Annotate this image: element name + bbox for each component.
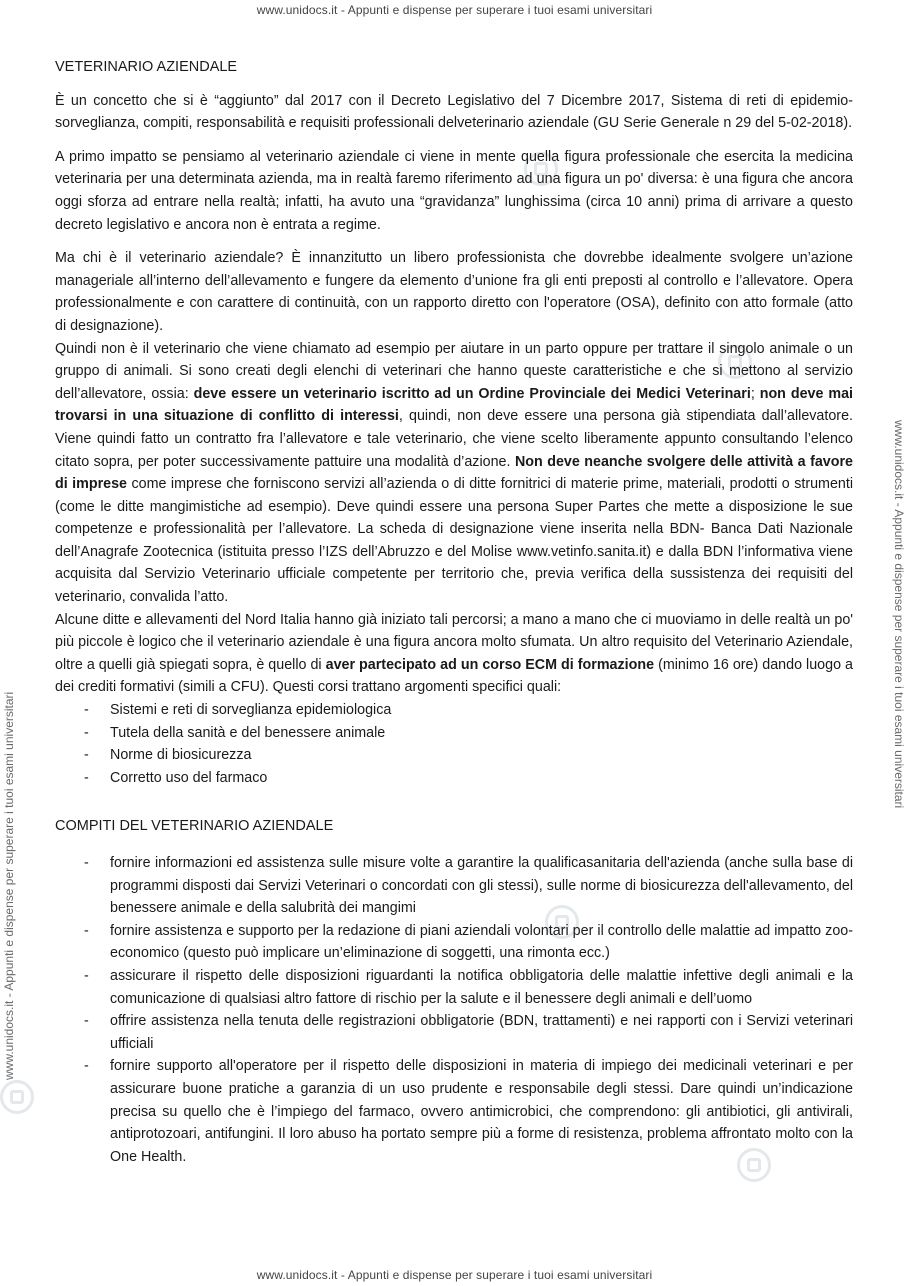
requirement-no-business-activity: Non deve neanche svolgere delle attività a favore di imprese [55, 453, 853, 493]
paragraph-text: Quindi non è il veterinario che viene chiamato ad esempio per aiutare in un parto oppure per trattare il singolo animale o un gruppo di animali. Si sono creati degli elenchi di veterinari che hanno queste caratteristiche e che si mettono al servizio dell’allevatore, ossia: [55, 340, 853, 402]
list-item: - Tutela della sanità e del benessere animale [55, 722, 853, 745]
requirement-no-conflict: non deve mai trovarsi in una situazione di conflitto di interessi [55, 385, 853, 425]
list-item: - Sistemi e reti di sorveglianza epidemiologica [55, 699, 853, 722]
requirement-ecm-course: aver partecipato ad un corso ECM di formazione [325, 656, 655, 673]
requirement-order-registration: deve essere un veterinario iscritto ad un Ordine Provinciale dei Medici Veterinari [193, 385, 751, 402]
list-item: - Corretto uso del farmaco [55, 767, 853, 790]
right-side-watermark: www.unidocs.it - Appunti e dispense per superare i tuoi esami universitari [892, 420, 906, 809]
paragraph-text: ; [750, 385, 760, 402]
header-watermark: www.unidocs.it - Appunti e dispense per superare i tuoi esami universitari [256, 3, 653, 17]
list-item: - fornire supporto all'operatore per il rispetto delle disposizioni in materia di impiego dei medicinali veterinari e per assicurare buone pratiche a garanzia di un uso prudente e responsabile degli stessi. Dare quindi un’indicazione precisa su quello che è l’impiego del farmaco, ovvero antimicrobici, che comprendono: gli antibiotici, gli antivirali, antiprotozoari, antifungini. Il loro abuso ha portato sempre più a forme di resistenza, problema affrontato molto con la One Health. [55, 1055, 853, 1168]
paragraph-who-is: Ma chi è il veterinario aziendale? È innanzitutto un libero professionista che dovrebbe idealmente svolgere un’azione manageriale all’interno dell’allevamento e fungere da elemento d’unione fra gli enti preposti al controllo e l’allevatore. Opera professionalmente e con carattere di continuità, con un rapporto diretto con l'operatore (OSA), definito con atto formale (atto di designazione). [55, 250, 853, 334]
paragraph-text: come imprese che forniscono servizi all’azienda o di ditte fornitrici di materie prime, materiali, prodotti o strumenti (come le ditte mangimistiche ad esempio). Deve quindi essere una persona Super Partes che mette a disposizione le sue competenze e professionalità per l’allevatore. La scheda di designazione viene inserita nella BDN- Banca Dati Nazionale dell’Anagrafe Zootecnica (istituita presso l’IZS dell’Abruzzo e del Molise www.vetinfo.sanita.it) e dalla BDN l’informativa viene acquisita dal Servizio Veterinario ufficiale competente per territorio che, previa verifica della sussistenza dei requisiti del veterinario, convalida l’atto. [55, 476, 853, 606]
list-item: - fornire assistenza e supporto per la redazione di piani aziendali volontari per il controllo delle malattie ad impatto zoo-economico (questo può implicare un’eliminazione di soggetti, una rimonta ecc.) [55, 920, 853, 965]
document-body [55, 56, 853, 1168]
paragraph-requirements [55, 338, 853, 609]
intro-paragraph: È un concetto che si è “aggiunto” dal 2017 con il Decreto Legislativo del 7 Dicembre 2017, Sistema di reti di epidemio-sorveglianza, compiti, responsabilità e requisiti professionali delveterinario aziendale (GU Serie Generale n 29 del 5-02-2018). [55, 92, 853, 132]
duties-title: COMPITI DEL VETERINARIO AZIENDALE [55, 818, 334, 835]
paragraph-ecm-course [55, 609, 853, 699]
left-side-watermark: www.unidocs.it - Appunti e dispense per superare i tuoi esami universitari [2, 691, 16, 1080]
paragraph-first-impact: A primo impatto se pensiamo al veterinario aziendale ci viene in mente quella figura professionale che esercita la medicina veterinaria per una determinata azienda, ma in realtà faremo riferimento ad una figura un po' diversa: è una figura che ancora oggi sforza ad entrare nella realtà; infatti, ha avuto una “gravidanza” lunghissima (circa 10 anni) prima di arrivare a questo decreto legislativo e ancora non è entrata a regime. [55, 148, 853, 233]
footer-watermark: www.unidocs.it - Appunti e dispense per superare i tuoi esami universitari [256, 1268, 653, 1282]
paragraph-text: Alcune ditte e allevamenti del Nord Italia hanno già iniziato tali percorsi; a mano a mano che ci muoviamo in delle realtà un po' più piccole è logico che il veterinario aziendale è una figura ancora molto sfumata. Un altro requisito del Veterinario Aziendale, oltre a quelli già spiegati sopra, è quello di [55, 611, 853, 673]
unidocs-logo-watermark-icon [0, 1080, 34, 1114]
duties-list [55, 852, 853, 1168]
list-item: - fornire informazioni ed assistenza sulle misure volte a garantire la qualificasanitaria dell'azienda (anche sulla base di programmi disposti dai Servizi Veterinari o concordati con gli stessi), sulle norme di biosicurezza dell'allevamento, del benessere animale e della salubrità dei mangimi [55, 852, 853, 920]
list-item: - assicurare il rispetto delle disposizioni riguardanti la notifica obbligatoria delle malattie infettive degli animali e la comunicazione di qualsiasi altro fattore di rischio per la salute e il benessere degli animali e dell’uomo [55, 965, 853, 1010]
paragraph-text: (minimo 16 ore) dando luogo a dei crediti formativi (simili a CFU). Questi corsi trattano argomenti specifici quali: [55, 656, 853, 696]
list-item: - Norme di biosicurezza [55, 744, 853, 767]
paragraph-text: , quindi, non deve essere una persona già stipendiata dall’allevatore. Viene quindi fatto un contratto fra l’allevatore e tale veterinario, che viene scelto liberamente appunto consultando l’elenco citato sopra, per poter successivamente pattuire una modalità d’azione. [55, 408, 853, 470]
list-item: - offrire assistenza nella tenuta delle registrazioni obbligatorie (BDN, trattamenti) e nei rapporti con i Servizi veterinari ufficiali [55, 1010, 853, 1055]
document-title: VETERINARIO AZIENDALE [55, 59, 238, 75]
course-topics-list [55, 699, 853, 789]
